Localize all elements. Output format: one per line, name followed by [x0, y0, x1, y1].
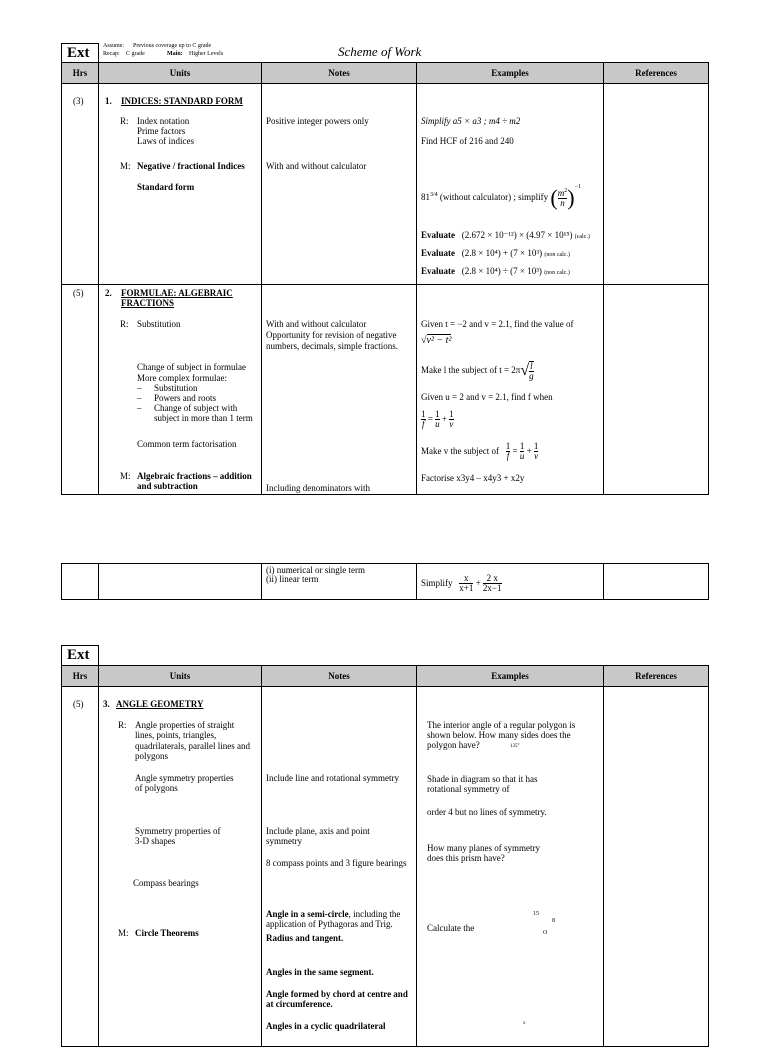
frac-num: 1: [519, 441, 525, 452]
revision-item: Angle properties of straight: [135, 720, 235, 730]
main-label: Main:: [167, 51, 183, 57]
bullet-dash: –: [137, 393, 142, 403]
bullet-dash: –: [137, 383, 142, 393]
scheme-table-2: [61, 563, 709, 600]
header-examples: Examples: [417, 666, 604, 687]
unit-title: ANGLE GEOMETRY: [116, 699, 204, 709]
topic-line: Change of subject in formulae: [137, 362, 246, 372]
topic-line: Angle symmetry properties: [135, 773, 234, 783]
frac-exponent: 3/4: [430, 192, 438, 198]
calc-note: (non calc.): [544, 252, 570, 258]
example-fractional-index: $81^{3/4}$ (without calculator) ; simplify ( $\frac{m^2}{n}$ )$^{-1}$: [421, 184, 581, 210]
calc-note: (non calc.): [544, 270, 570, 276]
frac-den: v: [534, 451, 539, 462]
main-topic: Negative / fractional Indices: [137, 161, 245, 171]
frac-num: 1: [435, 409, 440, 420]
equals: =: [512, 446, 518, 456]
expression: (2.8 × 10⁴) + (7 × 10³): [461, 248, 543, 258]
example: Calculate the: [427, 923, 475, 933]
note: numbers, decimals, simple fractions.: [266, 341, 398, 351]
main-text: Higher Levels: [189, 51, 224, 57]
header-hrs: Hrs: [62, 63, 99, 84]
evaluate-row: [421, 266, 570, 278]
header-examples: Examples: [417, 63, 604, 84]
note-text: , including the: [348, 909, 401, 919]
example: Factorise x3y4 – x4y3 + x2y: [421, 473, 525, 483]
note: at circumference.: [266, 999, 333, 1009]
diagram-label: 8: [552, 918, 555, 924]
expression: (2.8 × 10⁴) ÷ (7 × 10³): [461, 266, 542, 276]
header-notes: Notes: [262, 666, 417, 687]
revision-item: quadrilaterals, parallel lines and: [135, 741, 250, 751]
example: Find HCF of 216 and 240: [421, 136, 514, 146]
revision-item: polygons: [135, 751, 169, 761]
revision-item: lines, points, triangles,: [135, 730, 217, 740]
angle-value: 135°: [510, 744, 520, 749]
note-semi-circle: [266, 909, 400, 919]
note-bold: Angle in a semi-circle: [266, 909, 349, 919]
plus: +: [526, 446, 532, 456]
frac-den: 2x−1: [482, 583, 502, 594]
note: Angles in the same segment.: [266, 967, 374, 977]
frac-den: n: [560, 198, 565, 209]
plus: +: [441, 414, 447, 424]
table-row: [62, 564, 709, 600]
note: (i) numerical or single term: [266, 565, 365, 575]
outer-exp: −1: [574, 184, 581, 190]
frac-num: 1: [533, 441, 539, 452]
frac-den: u: [435, 419, 440, 430]
frac-num: m: [557, 188, 565, 199]
topic-line: of polygons: [135, 783, 178, 793]
topic-line: Common term factorisation: [137, 439, 237, 449]
revision-item: Index notation: [137, 116, 190, 126]
evaluate-label: Evaluate: [421, 230, 456, 240]
topic-line: Compass bearings: [133, 878, 199, 888]
main-topic: and subtraction: [137, 481, 198, 491]
diagram-label: x: [523, 1021, 526, 1026]
frac-num: 1: [505, 441, 511, 452]
example: shown below. How many sides does the: [427, 730, 571, 740]
ext-label: Ext: [67, 647, 90, 663]
equals: =: [427, 414, 433, 424]
unit-title: INDICES: STANDARD FORM: [121, 96, 243, 106]
note: Positive integer powers only: [266, 116, 369, 126]
note: With and without calculator: [266, 161, 367, 171]
ext-box-1: [61, 43, 99, 64]
frac-den: f: [506, 451, 510, 462]
main-label: M:: [120, 161, 131, 171]
sub-item: Substitution: [154, 383, 198, 393]
example: The interior angle of a regular polygon is: [427, 720, 576, 730]
ext-label: Ext: [67, 45, 90, 61]
topic-line: Symmetry properties of: [135, 826, 221, 836]
example-make-subject: Make l the subject of t = 2π√ $\frac{l}{g}$: [421, 360, 534, 381]
frac-den: v: [449, 419, 454, 430]
frac-num: l: [530, 360, 533, 371]
unit-number: 1.: [105, 96, 112, 106]
note: application of Pythagoras and Trig.: [266, 919, 393, 929]
recap-label: Recap:: [103, 51, 120, 57]
evaluate-label: Evaluate: [421, 266, 456, 276]
main-label: M:: [118, 928, 129, 938]
plus: +: [475, 578, 481, 588]
header-units: Units: [99, 63, 262, 84]
header-notes: Notes: [262, 63, 417, 84]
topic-line: More complex formulae:: [137, 373, 227, 383]
frac-den: g: [529, 370, 534, 381]
example: Given t = −2 and v = 2.1, find the value of: [421, 319, 574, 329]
example-text: Make l the subject of t = 2π: [421, 365, 521, 375]
note: (ii) linear term: [266, 574, 319, 584]
row-hours: (3): [73, 96, 84, 106]
evaluate-row: [421, 230, 590, 242]
header-references: References: [604, 666, 709, 687]
header-hrs: Hrs: [62, 666, 99, 687]
main-topic: Algebraic fractions – addition: [137, 471, 252, 481]
example: Simplify a5 × a3 ; m4 ÷ m2: [421, 116, 521, 126]
note: Angles in a cyclic quadrilateral: [266, 1021, 386, 1031]
sub-item: Change of subject with: [154, 403, 238, 413]
frac-num: x: [464, 573, 469, 584]
revision-label: R:: [120, 319, 129, 329]
topic-line: 3-D shapes: [135, 836, 176, 846]
row-hours: (5): [73, 288, 84, 298]
base: 81: [421, 192, 430, 202]
frac-den: u: [519, 451, 525, 462]
revision-item: Prime factors: [137, 126, 186, 136]
assume-text: Previous coverage up to C grade: [133, 43, 212, 49]
unit-number: 3.: [103, 699, 110, 709]
note: Opportunity for revision of negative: [266, 330, 397, 340]
scheme-table-3: [61, 665, 709, 1047]
table-row: [62, 285, 709, 495]
example: does this prism have?: [427, 853, 505, 863]
unit-title: FRACTIONS: [121, 298, 175, 308]
note: Including denominators with: [266, 483, 370, 493]
simplify-example: [421, 571, 502, 595]
ext-box-3: [61, 645, 99, 666]
example: polygon have?: [427, 740, 480, 750]
table-row: [62, 687, 709, 1047]
recap-text: C grade: [126, 51, 145, 57]
revision-label: R:: [118, 720, 127, 730]
diagram-label: 15: [533, 911, 539, 917]
example: rotational symmetry of: [427, 784, 510, 794]
scheme-table-1: [61, 62, 709, 495]
main-topic: Circle Theorems: [135, 928, 199, 938]
lens-formula: [421, 407, 454, 431]
revision-item: Substitution: [137, 319, 181, 329]
frac-den: x+1: [459, 583, 474, 594]
header-references: References: [604, 63, 709, 84]
unit-title: FORMULAE: ALGEBRAIC: [121, 288, 233, 298]
frac-num: 2 x: [486, 573, 498, 584]
evaluate-row: [421, 248, 570, 260]
row-hours: (5): [73, 699, 84, 709]
note: symmetry: [266, 836, 302, 846]
root-expression: v² − t²: [426, 335, 452, 346]
simplify-label: Simplify: [421, 578, 453, 588]
example: order 4 but no lines of symmetry.: [427, 807, 547, 817]
note: Angle formed by chord at centre and: [266, 989, 408, 999]
example-text: (without calculator) ; simplify: [439, 192, 549, 202]
table-row: [62, 84, 709, 285]
example: How many planes of symmetry: [427, 843, 540, 853]
main-topic: Standard form: [137, 182, 195, 192]
header-units: Units: [99, 666, 262, 687]
revision-label: R:: [120, 116, 129, 126]
frac-num: 1: [449, 409, 454, 420]
note: Radius and tangent.: [266, 933, 344, 943]
frac-num: 1: [421, 409, 426, 420]
note: Include line and rotational symmetry: [266, 773, 399, 783]
expression: (2.672 × 10⁻¹²) × (4.97 × 10¹⁵): [461, 230, 573, 240]
example-make-v-subject: [421, 439, 538, 463]
note: With and without calculator: [266, 319, 367, 329]
example: Given u = 2 and v = 2.1, find f when: [421, 392, 553, 402]
sub-item: Powers and roots: [154, 393, 216, 403]
diagram-label: O: [543, 930, 548, 936]
num-exp: 2: [564, 188, 568, 195]
unit-number: 2.: [105, 288, 112, 298]
main-label: M:: [120, 471, 131, 481]
bullet-dash: –: [137, 403, 142, 413]
frac-den: f: [421, 419, 425, 430]
assume-label: Assume:: [103, 43, 124, 49]
page-title: Scheme of Work: [338, 44, 422, 59]
example-text: Make v the subject of: [421, 446, 499, 456]
sub-item: subject in more than 1 term: [154, 413, 253, 423]
evaluate-label: Evaluate: [421, 248, 456, 258]
note: Include plane, axis and point: [266, 826, 370, 836]
revision-item: Laws of indices: [137, 136, 194, 146]
note: 8 compass points and 3 figure bearings: [266, 858, 407, 868]
example-root: √v² − t²: [421, 335, 452, 346]
example: Shade in diagram so that it has: [427, 774, 538, 784]
calc-note: (calc.): [574, 234, 590, 240]
